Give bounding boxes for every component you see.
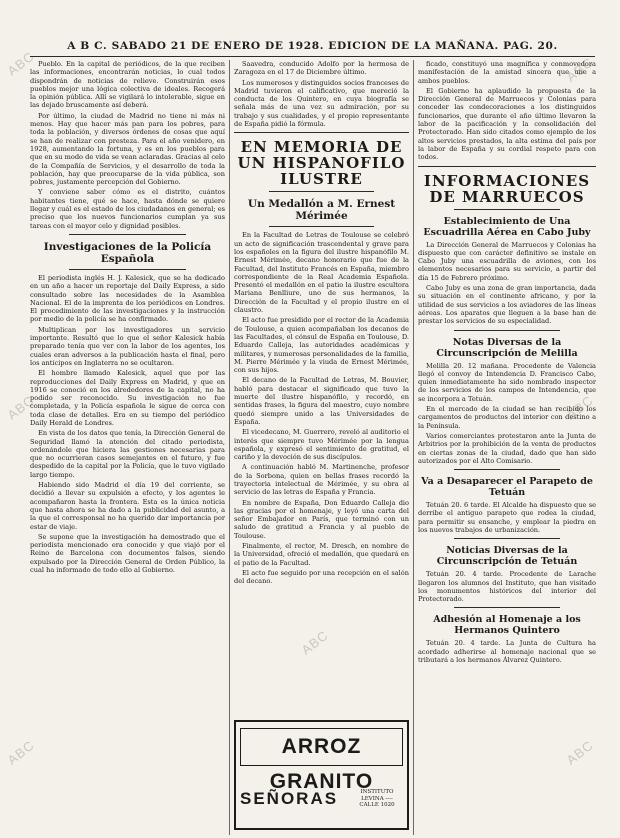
article-paragraph: El hombre llamado Kalesick, aquel que por las reproducciones del Daily Express en Madrid, y que en 1916 se conoció en los alrededores de la capital, no ha podido ser reconocido. Su investigación no fue completada, y la Policía española le sigue de cerca con toda clase de detalles. Era en su tiempo del periódico Daily Herald de Londres. <box>30 369 225 427</box>
advertisement-box <box>234 720 409 830</box>
article-paragraph: A continuación habló M. Martinenche, profesor de la Sorbona, quien en bellas frases recordó la trayectoria intelectual de Mérimée, y su obra al servicio de las letras de España y Francia. <box>234 463 409 497</box>
column-2 <box>234 60 409 715</box>
article-paragraph: Tetuán 20. 4 tarde. Procedente de Larache llegaron los alumnos del Instituto, que han visitado los monumentos históricos del interior del Protectorado. <box>418 570 596 604</box>
column-3 <box>418 60 596 835</box>
article-paragraph: La Dirección General de Marruecos y Colonias ha dispuesto que con carácter definitivo se instale en Cabo Juby una escuadrilla de aviones, con los elementos necesarios para su servicio, a partir del día 15 de Febrero próximo. <box>418 240 596 282</box>
article-paragraph: En el mercado de la ciudad se han recibido los cargamentos de productos del interior con destino a la Península. <box>418 405 596 430</box>
article-paragraph: Tetuán 20. 4 tarde. La Junta de Cultura ha acordado adherirse al homenaje nacional que se tributará a los hermanos Álvarez Quintero. <box>418 639 596 665</box>
section-rule <box>269 191 374 192</box>
article-paragraph: Finalmente, el rector, M. Dresch, en nombre de la Universidad, ofreció el medallón, que quedará en el patio de la Facultad. <box>234 542 409 567</box>
article-paragraph: Tetuán 20. 6 tarde. El Alcalde ha dispuesto que se derribe el antiguo parapeto que rodea la ciudad, para permitir su ensanche, y emplear la piedra en los nuevos trabajos de urbanización. <box>418 501 596 534</box>
section-rule <box>69 234 186 235</box>
article-paragraph: El acto fue seguido por una recepción en el salón del decano. <box>234 568 409 586</box>
ad-lower-row <box>240 774 403 824</box>
section-rule <box>454 469 561 470</box>
article-paragraph: Y conviene saber cómo es el distrito, cuántos habitantes tiene, qué se hace, hasta dónde se quiere llegar y cuál es el estado de los ciudadanos en general; es preciso que los nuevos funcionarios cumplan ya sus tareas con el mayor celo y dignidad posibles. <box>30 188 225 230</box>
article-paragraph: El Gobierno ha aplaudido la propuesta de la Dirección General de Marruecos y Colonias para conceder las condecoraciones a los distinguidos funcionarios, que durante el año último llevaron la labor de la pacificación y la consolidación del Protectorado. Han sido citados como ejemplo de los altos servicios prestados, la alta estima del país por la labor de España y su cordial respeto para con todos. <box>418 86 596 162</box>
article-paragraph: Los numerosos y distinguidos socios franceses de Madrid tuvieron el calificativo, que mereció la conducta de los Quintero, en cuya biografía se señala más de una vez su admiración, por su trabajo y sus cualidades, y el propio representante de España pidió la fórmula. <box>234 78 409 129</box>
watermark-top-left: ABC <box>4 48 38 79</box>
headline-marruecos: INFORMACIONES DE MARRUECOS <box>423 171 591 206</box>
section-rule <box>454 607 561 608</box>
article-paragraph: Multiplican por los investigadores un servicio importante. Resultó que lo que el señor Kalesick había preparado tenía que ver con la labor de los agentes, los cuales eran adversos a la publicación hasta el final, pero los anticipos en Inglaterra no se ocultaron. <box>30 325 225 367</box>
section-title-tetuan: Noticias Diversas de la Circunscripción de Tetuán <box>436 545 578 568</box>
watermark-bottom-right: ABC <box>563 737 597 768</box>
article-paragraph: En nombre de España, Don Eduardo Calleja dio las gracias por el homenaje, y leyó una carta del señor Embajador en París, que terminó con un saludo de gratitud a Francia y al pueblo de Toulouse. <box>234 498 409 540</box>
column-1 <box>30 60 225 835</box>
article-paragraph: En vista de los datos que tenía, la Dirección General de Seguridad llamó la atención del citado periodista, ordenándole que hiciera las gestiones necesarias para que no ocurrieran casos semejantes en el futuro, y fue despedido de la capital por la Policía, que le tuvo vigilado largo tiempo. <box>30 429 225 479</box>
article-paragraph: En la Facultad de Letras de Toulouse se celebró un acto de significación trascendental y grave para los españoles en la figura del ilustre hispanófilo M. Ernest Mérimée, decano honorario que fue de la Facultad, del Instituto Francés en España, miembro correspondiente de la Real Academia Española. Presentó el medallón en el patio la ilustre escultora Mariana Benlliure, uno de sus hermanos, la Dirección de la Facultad y el propio ilustre en el claustro. <box>234 231 409 315</box>
article-paragraph: Melilla 20. 12 mañana. Procedente de Valencia llegó el convoy de Intendencia D. Francisco Cabo, quien inmediatamente ha sido nombrado inspector de los servicios de los campos de Intendencia, que se incorpora a Tetuán. <box>418 361 596 403</box>
section-title-melilla: Notas Diversas de la Circunscripción de Melilla <box>436 336 578 359</box>
article-paragraph: Habiendo sido Madrid el día 19 del corriente, se decidió a llevar su expulsión a efecto, y los agentes le acompañaron hasta la frontera. Esta es la única noticia que hasta ahora se ha dado a la publicidad del asunto, a la que el corresponsal no ha querido dar importancia por estar de viaje. <box>30 481 225 531</box>
section-rule <box>418 166 596 167</box>
page-header: A B C. SABADO 21 DE ENERO DE 1928. EDICION DE LA MAÑANA. PAG. 20. <box>67 40 558 52</box>
article-paragraph: El periodista inglés H. J. Kalesick, que se ha dedicado en un año a hacer un reportaje del Daily Express, a sido consultado sobre las necesidades de la Asamblea Nacional. El de la imprenta de los periódicos en Londres. El procedimiento de las investigaciones y la instrucción por medio de la policía se ha confirmado. <box>30 273 225 324</box>
headline-hispanofilo: EN MEMORIA DE UN HISPANOFILO ILUSTRE <box>237 138 406 189</box>
subheadline-medallon: Un Medallón a M. Ernest Mérimée <box>247 198 396 223</box>
article-paragraph: El acto fue presidido por el rector de la Academia de Toulouse, a quien acompañaban los decanos de las Facultades, el cónsul de España en Toulouse, D. Eduardo Calleja, las autoridades académicas y militares, y numerosas personalidades de la familia, M. Pierre Mérimée y la viuda de Ernest Mérimée, con sus hijos. <box>234 316 409 375</box>
section-rule <box>454 330 561 331</box>
article-paragraph: Varios comerciantes protestaron ante la Junta de Arbitrios por la prohibición de la venta de productos en ciertas zonas de la ciudad, dado que han sido autorizados por el Alto Comisario. <box>418 431 596 465</box>
ad-word: SEÑORAS <box>240 789 339 808</box>
header-rule <box>30 56 595 57</box>
ad-headline: ARROZ GRANITO <box>240 728 403 766</box>
watermark-center: ABC <box>298 627 332 658</box>
watermark-bottom-left: ABC <box>4 737 38 768</box>
section-rule <box>234 132 409 133</box>
section-rule <box>69 269 186 270</box>
column-divider-2 <box>413 60 414 835</box>
article-paragraph: Pueblo. En la capital de periódicos, de la que reciben las informaciones, encontrarán noticias, lo cual todos dispondrán de noticias de relieve. Construirán esos pueblos mejor una lógica colectiva de ideales. Recogerá la opinión pública. Allí se vigilará lo intolerable, sigue en las dejado bruscamente así deberá. <box>30 60 225 110</box>
article-paragraph: Cabo Juby es una zona de gran importancia, dada su situación en el continente africano, y por la utilidad de sus servicios a los aviadores de las líneas aéreas. Los aparatos que lleguen a la base han de prestar los servicios de su especialidad. <box>418 284 596 326</box>
section-rule <box>454 209 561 210</box>
article-paragraph: ficado, constituyó una magnífica y conmovedora manifestación de la amistad sincera que une a ambos pueblos. <box>418 60 596 85</box>
section-rule <box>269 226 374 227</box>
section-title-policia: Investigaciones de la Policía Española <box>43 240 212 265</box>
article-paragraph: El decano de la Facultad de Letras, M. Bouvier, habló para destacar el significado que tuvo la muerte del ilustre hispanófilo, y recordó, en sentidas frases, la figura del maestro, cuyo nombre quedó siempre unido a las Universidades de España. <box>234 376 409 426</box>
column-divider-1 <box>229 60 230 835</box>
section-title-cabo-juby: Establecimiento de Una Escuadrilla Aérea en Cabo Juby <box>423 215 591 238</box>
watermark-mid-right: ABC <box>563 392 597 423</box>
article-paragraph: Se supone que la investigación ha demostrado que el periodista mencionado era conocido y que viajó por el Reino de Barcelona con documentos falsos, siendo expulsado por la Dirección General de Orden Público, la cual ha informado de todo ello al Gobierno. <box>30 532 225 575</box>
watermark-mid-left: ABC <box>4 392 38 423</box>
watermark-top-right: ABC <box>563 54 597 85</box>
section-rule <box>454 538 561 539</box>
article-paragraph: Saavedra, conducido Adolfo por la hermosa de Zaragoza en el 17 de Diciembre último. <box>234 60 409 77</box>
article-paragraph: El vicedecano, M. Guerrero, reveló al auditorio el interés que siempre tuvo Mérimée por la lengua española, y expresó el sentimiento de gratitud, el cariño y la devoción de sus discípulos. <box>234 428 409 462</box>
section-title-parapeto: Va a Desaparecer el Parapeto de Tetuán <box>421 476 593 499</box>
section-title-quintero: Adhesión al Homenaje a los Hermanos Quintero <box>433 614 581 637</box>
ad-side-text: INSTITUTO LEVINA ---- CALLE 1020 <box>359 789 395 809</box>
article-paragraph: Por último, la ciudad de Madrid no tiene ni más ni menos. Hay que hacer más pan para los pobres, para toda la población, y diversos órdenes de cosas que aquí se han de realizar con presteza. Para el año venidero, en 1928, aumentando la fortuna, y es en los pueblos para que en su modo de vida se vean aclaradas. Gracias al celo de la Compañía de Servicios, y el desarrollo de toda la población, hay que preocuparse de la vida pública, son pobres, justamente percepción del Gobierno. <box>30 111 225 187</box>
